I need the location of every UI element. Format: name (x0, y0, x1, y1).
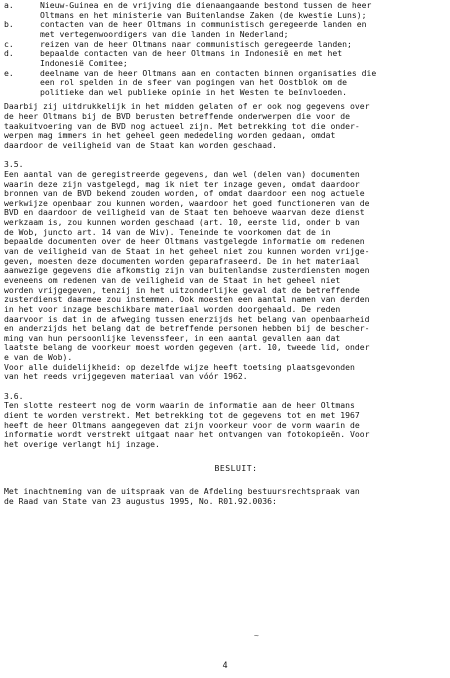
text-line: zusterdienst daarmee zou instemmen. Ook moesten een aantal namen van derden (4, 294, 370, 305)
text-line: daarvoor is dat in de afweging tussen enerzijds het belang van openbaarheid (4, 313, 370, 324)
list-item (4, 20, 440, 39)
topic-list (4, 1, 440, 97)
list-item-marker: a. (4, 0, 14, 10)
list-item (4, 1, 440, 20)
text-line: Indonesië Comitee; (40, 57, 128, 68)
section-3-6-text (4, 401, 440, 449)
list-item-text (40, 20, 440, 39)
text-line: een rol spelden in de sfeer van pogingen van het Oostblok om de (40, 77, 347, 88)
text-line: politieke dan wel publieke opinie in het Westen te beïnvloeden. (40, 86, 347, 97)
list-item (4, 69, 440, 98)
decision-heading: BESLUIT: (214, 462, 258, 473)
list-item-text (40, 49, 440, 68)
text-line: van het reeds vrijgegeven materiaal van vóór 1962. (4, 371, 248, 382)
text-line: bronnen van de BVD bekend zouden worden, of omdat daardoor een nog actuele (4, 188, 365, 199)
text-line: Ten slotte resteert nog de vorm waarin de informatie aan de heer Oltmans (4, 400, 355, 411)
list-item-text (40, 69, 440, 98)
text-line: ming van hun persoonlijke levenssfeer, in een aantal gevallen aan dat (4, 332, 341, 343)
paragraph-intro (4, 102, 440, 150)
text-line: en anderzijds het belang dat de betreffende personen hebben bij de bescher- (4, 323, 370, 334)
text-line: Met inachtneming van de uitspraak van de Afdeling bestuursrechtspraak van (4, 486, 360, 497)
section-number-3-6: 3.6. (4, 390, 24, 401)
text-line: laatste belang de voorkeur moest worden gegeven (art. 10, tweede lid, onder (4, 342, 370, 353)
text-line: reizen van de heer Oltmans naar communistisch geregeerde landen; (40, 38, 352, 49)
page-number: 4 (222, 661, 228, 671)
text-line: worden vrijgegeven, tenzij in het uitzonderlijke geval dat de betreffende (4, 284, 360, 295)
text-line: informatie wordt verstrekt uitgaat naar het ontvangen van fotokopieën. Voor (4, 429, 370, 440)
list-item-text (40, 1, 440, 20)
text-line: contacten van de heer Oltmans in communistisch geregeerde landen en (40, 19, 367, 30)
text-line: dient te worden verstrekt. Met betrekking tot de gegevens tot en met 1967 (4, 409, 360, 420)
section-3-5-text (4, 170, 440, 382)
list-item-marker: c. (4, 38, 14, 49)
text-line: taakuitvoering van de BVD nog actueel zijn. Met betrekking tot die onder- (4, 120, 360, 131)
spacer (4, 382, 440, 392)
text-line: in het voor inzage beschikbare materiaal worden doorgehaald. De reden (4, 303, 341, 314)
list-item-marker: e. (4, 67, 14, 78)
text-line: Daarbij zij uitdrukkelijk in het midden gelaten of er ook nog gegevens over (4, 101, 370, 112)
closing-paragraph (4, 487, 440, 506)
text-line: geven, moesten deze documenten worden geparafraseerd. De in het materiaal (4, 255, 360, 266)
spacer (4, 473, 440, 487)
text-line: bepaalde documenten over de heer Oltmans vastgelegde informatie om redenen (4, 236, 365, 247)
section-number-3-5: 3.5. (4, 159, 24, 170)
text-line: met vertegenwoordigers van die landen in Nederland; (40, 28, 289, 39)
spacer (4, 151, 440, 161)
text-line: Een aantal van de geregistreerde gegevens, dan wel (delen van) documenten (4, 168, 360, 179)
text-line: Voor alle duidelijkheid: op dezelfde wijze heeft toetsing plaatsgevonden (4, 361, 355, 372)
text-line: werpen mag immers in het geheel geen mededeling worden gedaan, omdat (4, 130, 336, 141)
document-body (4, 1, 440, 506)
text-line: heeft de heer Oltmans aangegeven dat zijn voorkeur voor de vorm waarin de (4, 419, 360, 430)
text-line: Nieuw-Guinea en de vrijving die dienaangaande bestond tussen de heer (40, 0, 372, 10)
text-line: werkzaam is, zou kunnen worden geschaad (art. 10, eerste lid, onder b van (4, 217, 360, 228)
text-line: de Wob, juncto art. 14 van de Wiv). Teneinde te voorkomen dat de in (4, 226, 331, 237)
text-line: Oltmans en het ministerie van Buitenlandse Zaken (de kwestie Luns); (40, 9, 367, 20)
list-item (4, 49, 440, 68)
text-line: van de veiligheid van de Staat in het geheel niet zou kunnen worden vrijge- (4, 246, 370, 257)
text-line: bepaalde contacten van de heer Oltmans in Indonesië en met het (40, 48, 343, 59)
stray-mark: ~ (254, 631, 259, 640)
list-item-marker: b. (4, 19, 14, 30)
text-line: deelname van de heer Oltmans aan en contacten binnen organisaties die (40, 67, 377, 78)
text-line: aanwezige gegevens die afkomstig zijn van buitenlandse zusterdiensten mogen (4, 265, 370, 276)
text-line: BVD en daardoor de veiligheid van de Staat ten behoeve waarvan deze dienst (4, 207, 365, 218)
text-line: waarin deze zijn vastgelegd, mag ik niet ter inzage geven, omdat daardoor (4, 178, 360, 189)
list-item-marker: d. (4, 48, 14, 59)
text-line: werkwijze openbaar zou kunnen worden, waardoor het goed functioneren van de (4, 197, 370, 208)
text-line: daardoor de veiligheid van de Staat kan worden geschaad. (4, 139, 277, 150)
text-line: de heer Oltmans bij de BVD berusten betreffende onderwerpen die voor de (4, 111, 350, 122)
text-line: de Raad van State van 23 augustus 1995, No. R01.92.0036: (4, 495, 277, 506)
text-line: e van de Wob). (4, 352, 73, 363)
text-line: het overige verlangt hij inzage. (4, 438, 160, 449)
spacer (4, 450, 440, 464)
text-line: eveneens om redenen van de veiligheid van de Staat in het geheel niet (4, 274, 341, 285)
